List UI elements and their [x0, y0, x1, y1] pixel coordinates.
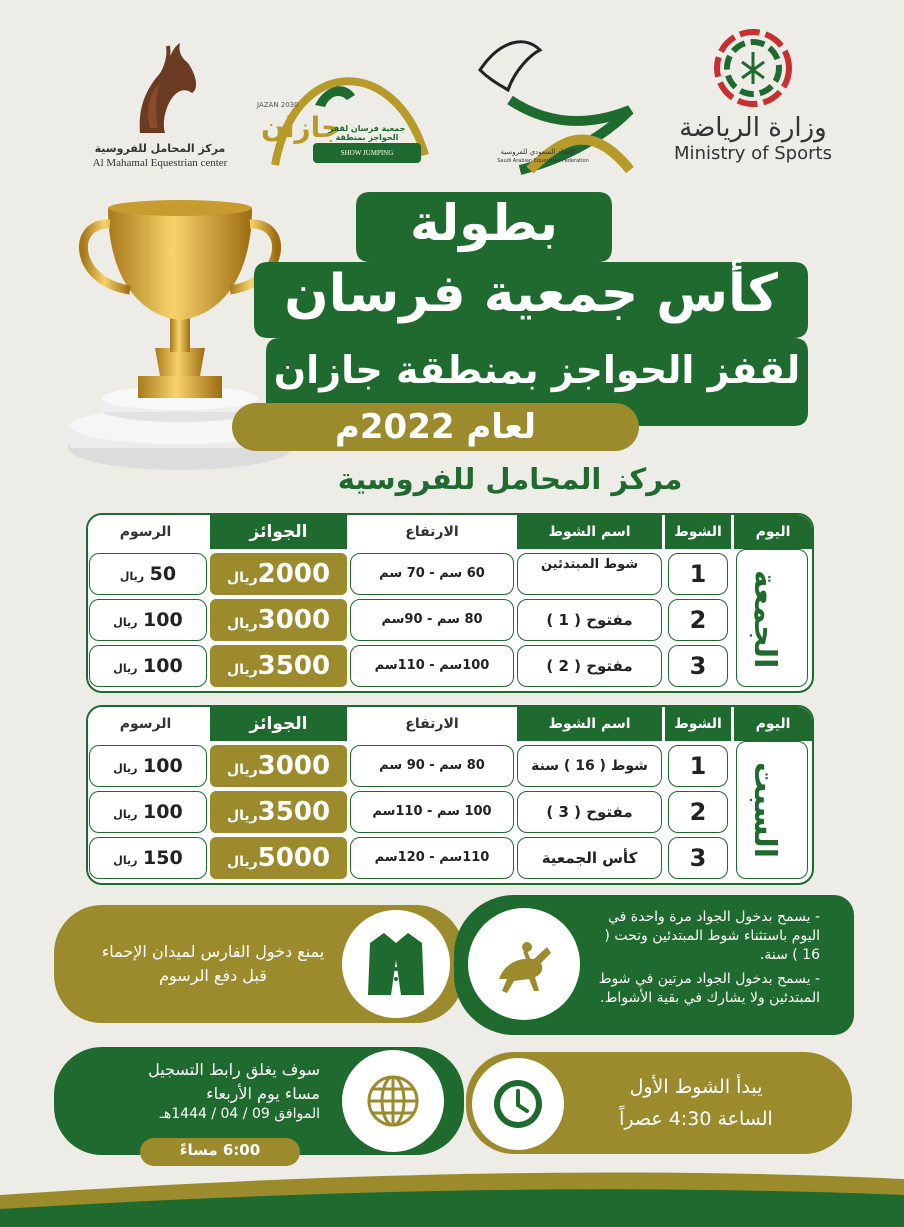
friday-fee-1: [89, 553, 207, 595]
friday-name-1: شوط المبتدئين: [517, 553, 662, 595]
globe-icon: [365, 1073, 421, 1129]
rider-rule-text: يمنع دخول الفارس لميدان الإحماء قبل دفع الرسوم: [101, 942, 325, 985]
clock-circle: [472, 1058, 564, 1150]
registration-line1: سوف يغلق رابط التسجيل: [148, 1060, 320, 1079]
start-line1: يبدأ الشوط الأول: [629, 1076, 763, 1098]
registration-line3: الموافق 09 / 04 / 1444هـ: [159, 1106, 320, 1122]
jazan-title-ar: جمعية فرسان لقفز الحواجز بمنطقة: [328, 124, 406, 142]
friday-height-2: 80 سم - 90سم: [350, 599, 514, 641]
header-prizes: الجوائز: [210, 707, 347, 741]
friday-height-3: 100سم - 110سم: [350, 645, 514, 687]
fee-currency: ريال: [119, 570, 145, 583]
header-round: الشوط: [665, 515, 731, 549]
prize-currency: ريال: [226, 854, 258, 870]
year-banner: لعام 2022م: [232, 403, 639, 451]
fee-amount: 50: [149, 563, 177, 585]
fee-amount: 100: [143, 755, 183, 777]
fee-currency: ريال: [113, 854, 138, 867]
mahamal-name-ar: مركز المحامل للفروسية: [94, 142, 226, 155]
saturday-name-3: كأس الجمعية: [517, 837, 662, 879]
fee-amount: 100: [143, 655, 183, 677]
registration-time: 6:00 مساءً: [179, 1141, 261, 1159]
jazan-wordmark: جازان: [261, 111, 342, 144]
federation-name-en: Saudi Arabian Equestrian Federation: [497, 158, 589, 164]
start-line2: الساعة 4:30 عصراً: [619, 1108, 773, 1130]
horse-rule-2: - يسمح بدخول الجواد مرتين في شوط المبتدئين ولا يشارك في بقية الأشواط.: [598, 971, 820, 1006]
friday-prize-3: [210, 645, 347, 687]
header-day: اليوم: [734, 707, 812, 741]
saturday-prize-1: [210, 745, 347, 787]
friday-prize-1: [210, 553, 347, 595]
friday-day-name: الجمعة: [747, 570, 782, 669]
title-line2: كأس جمعية فرسان: [284, 264, 778, 324]
header-fees: الرسوم: [86, 515, 207, 549]
header-fees: الرسوم: [86, 707, 207, 741]
friday-day-cell: [736, 549, 808, 687]
saturday-round-2: 2: [668, 791, 728, 833]
horse-circle: [468, 908, 580, 1020]
friday-fee-2: [89, 599, 207, 641]
mahamal-name-en: Al Mahamal Equestrian center: [92, 157, 228, 170]
saturday-fee-2: [89, 791, 207, 833]
prize-currency: ريال: [226, 662, 258, 678]
saturday-height-1: 80 سم - 90 سم: [350, 745, 514, 787]
jumping-horse-icon: [489, 929, 559, 999]
saturday-table: [86, 705, 814, 885]
saturday-fee-1: [89, 745, 207, 787]
prize-amount: 3000: [257, 751, 331, 781]
header-day: اليوم: [734, 515, 812, 549]
friday-round-1: 1: [668, 553, 728, 595]
saturday-name-2: مفتوح ( 3 ): [517, 791, 662, 833]
prize-amount: 2000: [257, 559, 331, 589]
fee-currency: ريال: [113, 762, 138, 775]
saturday-name-1: شوط ( 16 ) سنة: [517, 745, 662, 787]
prize-currency: ريال: [226, 616, 258, 632]
prize-amount: 3000: [257, 605, 331, 635]
prize-amount: 3500: [257, 797, 331, 827]
header-prizes: الجوائز: [210, 515, 347, 549]
saturday-height-2: 100 سم - 110سم: [350, 791, 514, 833]
friday-fee-3: [89, 645, 207, 687]
friday-height-1: 60 سم - 70 سم: [350, 553, 514, 595]
header-name: اسم الشوط: [517, 707, 662, 741]
prize-amount: 5000: [257, 843, 331, 873]
title-line3: لقفز الحواجز بمنطقة جازان: [273, 348, 801, 392]
saturday-prize-2: [210, 791, 347, 833]
title-line1: بطولة: [410, 194, 558, 252]
saturday-round-1: 1: [668, 745, 728, 787]
federation-name-ar: الاتحاد السعودي للفروسية: [500, 148, 576, 156]
saturday-height-3: 110سم - 120سم: [350, 837, 514, 879]
jacket-circle: [342, 910, 450, 1018]
header-round: الشوط: [665, 707, 731, 741]
friday-round-3: 3: [668, 645, 728, 687]
friday-name-3: مفتوح ( 2 ): [517, 645, 662, 687]
prize-currency: ريال: [226, 570, 258, 586]
fee-currency: ريال: [113, 662, 138, 675]
friday-prize-2: [210, 599, 347, 641]
fee-currency: ريال: [113, 616, 138, 629]
riding-jacket-icon: [366, 929, 426, 999]
prize-currency: ريال: [226, 808, 258, 824]
header-name: اسم الشوط: [517, 515, 662, 549]
friday-name-2: مفتوح ( 1 ): [517, 599, 662, 641]
clock-icon: [491, 1077, 545, 1131]
ministry-name-en: Ministry of Sports: [674, 143, 832, 164]
fee-amount: 100: [143, 609, 183, 631]
saturday-fee-3: [89, 837, 207, 879]
footer-stripes: [0, 1165, 904, 1227]
saturday-day-cell: [736, 741, 808, 879]
fee-amount: 150: [143, 847, 183, 869]
horse-rule-1: - يسمح بدخول الجواد مرة واحدة في اليوم باستثناء شوط المبتدئين وتحت ( 16 ) سنة.: [604, 909, 820, 963]
fee-amount: 100: [143, 801, 183, 823]
fee-currency: ريال: [113, 808, 138, 821]
header-height: الارتفاع: [350, 707, 514, 741]
prize-currency: ريال: [226, 762, 258, 778]
saturday-round-3: 3: [668, 837, 728, 879]
prize-amount: 3500: [257, 651, 331, 681]
saturday-day-name: السبت: [747, 762, 782, 859]
header-height: الارتفاع: [350, 515, 514, 549]
jazan-small: JAZAN 2030: [257, 101, 299, 109]
saturday-prize-3: [210, 837, 347, 879]
globe-circle: [342, 1050, 444, 1152]
jazan-caption: SHOW JUMPING: [340, 149, 394, 157]
ministry-name-ar: وزارة الرياضة: [679, 113, 827, 143]
venue-title: مركز المحامل للفروسية: [337, 462, 683, 496]
friday-table: [86, 513, 814, 693]
friday-round-2: 2: [668, 599, 728, 641]
registration-line2: مساء يوم الأربعاء: [206, 1084, 320, 1103]
